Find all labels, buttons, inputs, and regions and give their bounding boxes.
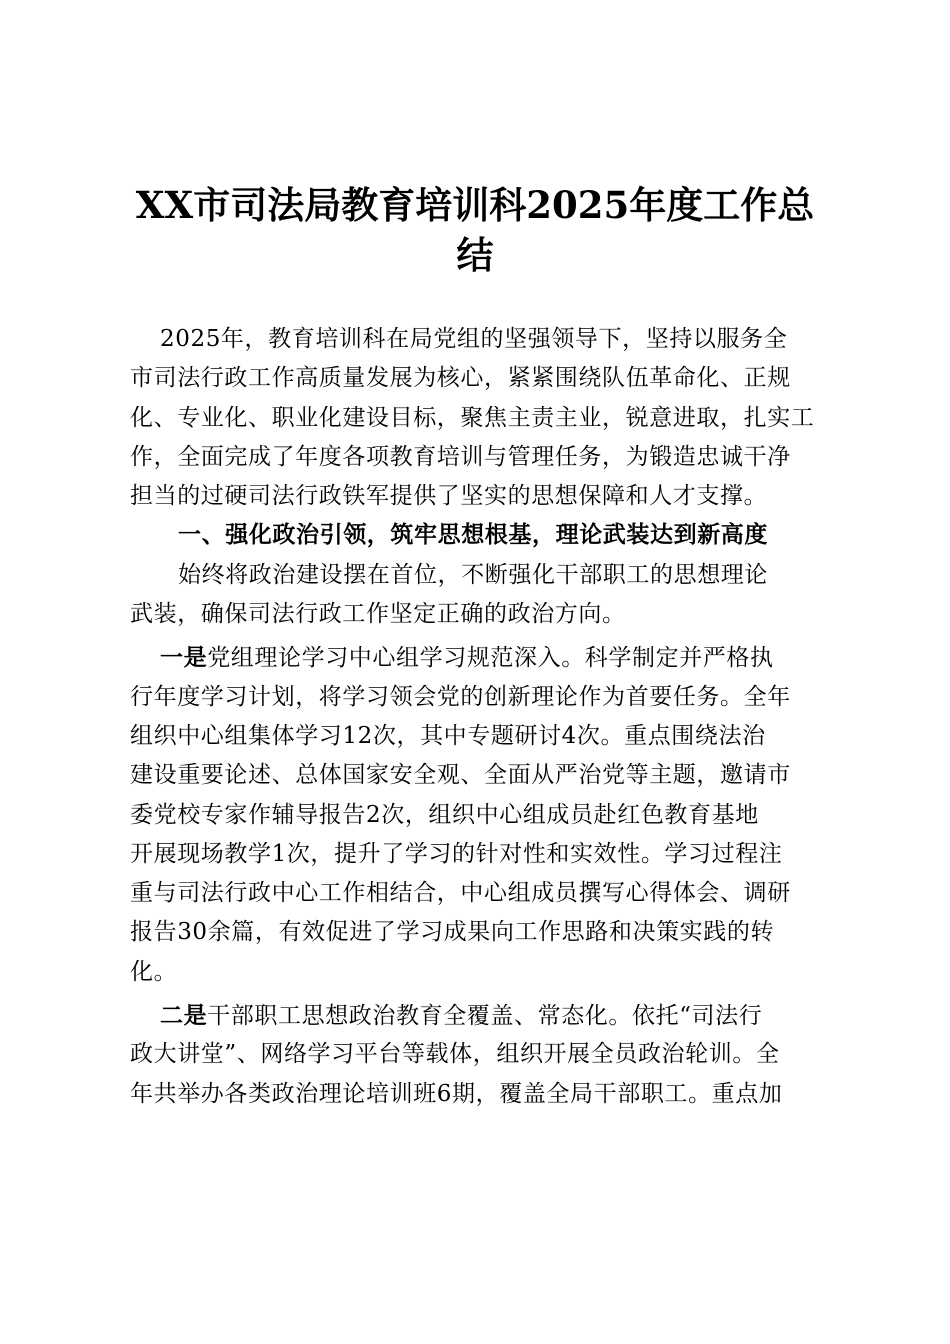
- text-line: 报告30余篇，有效促进了学习成果向工作思路和决策实践的转: [130, 919, 775, 946]
- item-lead: 一是: [160, 644, 208, 672]
- text-line: 市司法行政工作高质量发展为核心，紧紧围绕队伍革命化、正规: [130, 365, 791, 392]
- text-line: 化、专业化、职业化建设目标，聚焦主责主业，锐意进取，扎实工: [130, 404, 815, 431]
- text-line: 重与司法行政中心工作相结合，中心组成员撰写心得体会、调研: [130, 880, 791, 907]
- text-line: [130, 996, 830, 1035]
- text-line: 年共举办各类政治理论培训班6期，覆盖全局干部职工。重点加: [130, 1080, 783, 1107]
- text-line: [130, 638, 830, 677]
- text-line: 行年度学习计划，将学习领会党的创新理论作为首要任务。全年: [130, 683, 791, 710]
- text-line: 始终将政治建设摆在首位，不断强化干部职工的思想理论: [178, 561, 768, 588]
- item-paragraph-2: [130, 996, 830, 1114]
- text-line: 作，全面完成了年度各项教育培训与管理任务，为锻造忠诚干净: [130, 443, 791, 470]
- text-line: 2025年，教育培训科在局党组的坚强领导下，坚持以服务全: [160, 326, 788, 352]
- section-heading: 一、强化政治引领，筑牢思想根基，理论武装达到新高度: [178, 522, 768, 549]
- document-title: [110, 180, 840, 280]
- item-lead: 二是: [160, 1002, 208, 1030]
- text-line: 开展现场教学1次，提升了学习的针对性和实效性。学习过程注: [130, 840, 783, 867]
- text-line: 化。: [130, 958, 178, 985]
- item-text: 党组理论学习中心组学习规范深入。科学制定并严格执: [207, 645, 774, 672]
- text-line: 担当的过硬司法行政铁军提供了坚实的思想保障和人才支撑。: [130, 483, 768, 510]
- title-line-1: XX市司法局教育培训科2025年度工作总: [135, 183, 815, 227]
- text-line: 政大讲堂”、网络学习平台等载体，组织开展全员政治轮训。全: [130, 1041, 780, 1068]
- section-intro-paragraph: [130, 556, 830, 635]
- item-paragraph-1: [130, 638, 830, 992]
- title-line-2: 结: [456, 233, 494, 277]
- text-line: 委党校专家作辅导报告2次，组织中心组成员赴红色教育基地: [130, 801, 759, 828]
- text-line: 组织中心组集体学习12次，其中专题研讨4次。重点围绕法治: [130, 722, 766, 749]
- item-text: 干部职工思想政治教育全覆盖、常态化。依托“司法行: [207, 1003, 763, 1030]
- text-line: 武装，确保司法行政工作坚定正确的政治方向。: [130, 601, 626, 628]
- text-line: 建设重要论述、总体国家安全观、全面从严治党等主题，邀请市: [130, 762, 791, 789]
- intro-paragraph: [130, 320, 830, 516]
- document-body: [130, 320, 830, 1114]
